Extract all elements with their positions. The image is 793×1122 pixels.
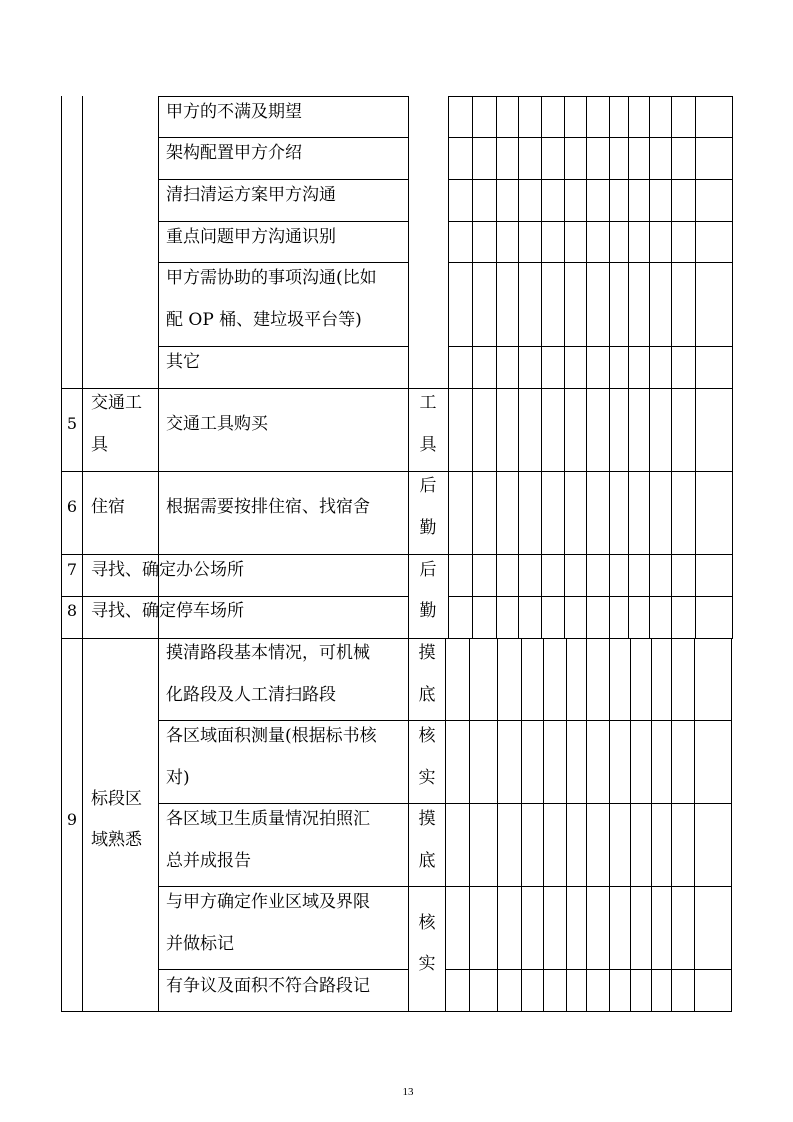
row-line xyxy=(158,262,409,263)
task-cell: 总并成报告 xyxy=(166,851,251,871)
task-cell: 摸清路段基本情况，可机械 xyxy=(166,643,370,663)
grid-line xyxy=(496,96,497,638)
row-line xyxy=(158,221,409,222)
table-border xyxy=(448,96,449,638)
task-cell: 寻找、确定办公场所 xyxy=(91,560,244,580)
task-cell: 各区域卫生质量情况拍照汇 xyxy=(166,809,370,829)
task-cell: 甲方需协助的事项沟通(比如 xyxy=(166,268,377,288)
task-cell: 根据需要按排住宿、找宿舍 xyxy=(166,497,370,517)
task-cell: 架构配置甲方介绍 xyxy=(166,143,302,163)
row-line xyxy=(448,596,733,597)
category-cell: 域熟悉 xyxy=(91,830,142,850)
row-line xyxy=(158,137,409,138)
row-line xyxy=(448,221,733,222)
row-line xyxy=(448,262,733,263)
grid-line xyxy=(518,96,519,638)
task-cell: 与甲方确定作业区域及界限 xyxy=(166,892,370,912)
table-border xyxy=(61,1011,732,1012)
grid-line xyxy=(497,638,498,1011)
grid-line xyxy=(694,638,695,1011)
category-cell: 具 xyxy=(91,435,108,455)
row-number: 8 xyxy=(66,601,78,620)
task-cell: 甲方的不满及期望 xyxy=(166,102,302,122)
task-cell: 清扫清运方案甲方沟通 xyxy=(166,185,336,205)
department-cell: 后 xyxy=(419,560,437,580)
department-cell: 实 xyxy=(418,768,436,788)
row-line xyxy=(158,886,732,887)
row-line xyxy=(158,96,409,97)
task-cell: 交通工具购买 xyxy=(166,414,268,434)
department-cell: 底 xyxy=(418,851,436,871)
task-cell: 对) xyxy=(166,768,190,788)
department-cell: 底 xyxy=(418,685,436,705)
row-line xyxy=(158,346,409,347)
grid-line xyxy=(695,96,696,638)
grid-line xyxy=(649,96,650,638)
department-cell: 勤 xyxy=(419,518,437,538)
task-cell: 有争议及面积不符合路段记 xyxy=(166,976,370,996)
category-cell: 交通工 xyxy=(91,393,142,413)
grid-line xyxy=(521,638,522,1011)
grid-line xyxy=(628,96,629,638)
page-number: 13 xyxy=(402,1086,414,1098)
grid-line xyxy=(541,96,542,638)
department-cell: 核 xyxy=(418,726,436,746)
row-line xyxy=(448,96,733,97)
task-cell: 并做标记 xyxy=(166,934,234,954)
grid-line xyxy=(586,638,587,1011)
row-line xyxy=(448,346,733,347)
row-line xyxy=(448,179,733,180)
row-number: 7 xyxy=(66,560,78,579)
department-cell: 实 xyxy=(418,954,436,974)
category-cell: 标段区 xyxy=(91,789,142,809)
grid-line xyxy=(671,96,672,638)
task-cell: 寻找、确定停车场所 xyxy=(91,601,244,621)
department-cell: 摸 xyxy=(418,809,436,829)
department-cell: 后 xyxy=(419,476,437,496)
row-line xyxy=(158,720,732,721)
grid-line xyxy=(472,96,473,638)
row-number: 5 xyxy=(66,414,78,433)
row-line xyxy=(445,969,732,970)
row-line xyxy=(61,638,733,639)
grid-line xyxy=(630,638,631,1011)
row-line xyxy=(61,596,409,597)
row-number: 9 xyxy=(66,810,78,829)
row-line xyxy=(158,179,409,180)
task-cell: 其它 xyxy=(166,352,200,372)
category-cell: 住宿 xyxy=(91,497,125,517)
grid-line xyxy=(609,638,610,1011)
grid-line xyxy=(671,638,672,1011)
department-cell: 具 xyxy=(419,435,437,455)
task-cell: 配 OP 桶、建垃圾平台等) xyxy=(166,310,362,330)
grid-line xyxy=(469,638,470,1011)
grid-line xyxy=(543,638,544,1011)
grid-line xyxy=(732,96,733,638)
row-line xyxy=(61,554,733,555)
department-cell: 工 xyxy=(419,393,437,413)
grid-line xyxy=(566,638,567,1011)
row-number: 6 xyxy=(66,497,78,516)
row-line xyxy=(448,137,733,138)
task-cell: 重点问题甲方沟通识别 xyxy=(166,227,336,247)
grid-line xyxy=(586,96,587,638)
task-cell: 各区域面积测量(根据标书核 xyxy=(166,726,377,746)
row-line xyxy=(158,803,732,804)
department-cell: 核 xyxy=(418,913,436,933)
row-line xyxy=(61,388,733,389)
row-line xyxy=(158,969,409,970)
grid-line xyxy=(609,96,610,638)
task-cell: 化路段及人工清扫路段 xyxy=(166,685,336,705)
grid-line xyxy=(651,638,652,1011)
grid-line xyxy=(731,638,732,1011)
department-cell: 勤 xyxy=(419,601,437,621)
grid-line xyxy=(564,96,565,638)
row-line xyxy=(61,471,733,472)
department-cell: 摸 xyxy=(418,643,436,663)
